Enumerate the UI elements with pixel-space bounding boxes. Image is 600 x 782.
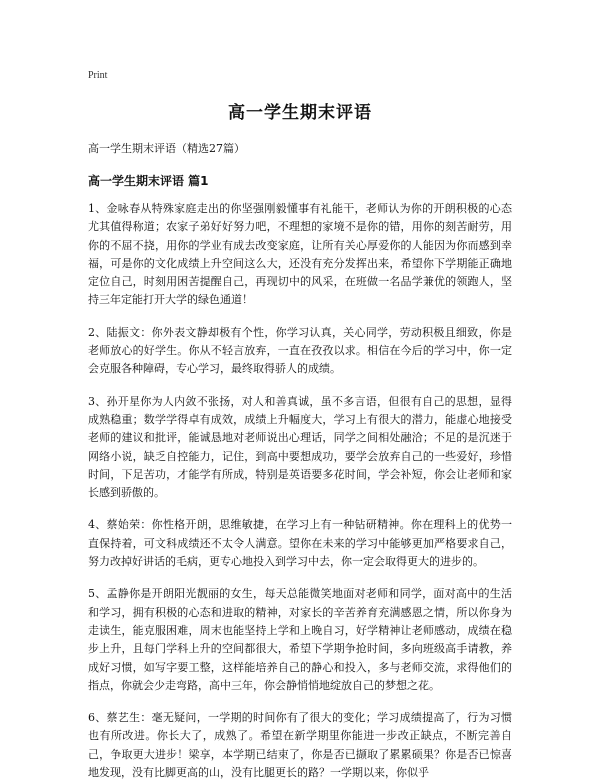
section-title: 高一学生期末评语 篇1 [88,174,209,188]
paragraph: 6、蔡艺生：毫无疑问，一学期的时间你有了很大的变化；学习成绩提高了，行为习惯也有所改进。你长大了，成熟了。希望在新学期里你能进一步改正缺点，不断完善自己，争取更大进步！梁享，本学期已结束了，你是否已撷取了累累硕果？你是否已惊喜地发现，没有比脚更高的山，没有比腿更长的路？一学期以来，你似乎 [88,711,512,780]
document-title: 高一学生期末评语 [228,103,372,123]
paragraph: 4、蔡始荣：你性格开朗，思维敏捷，在学习上有一种钻研精神。你在理科上的优势一直保持着，可文科成绩还不太令人满意。望你在未来的学习中能够更加严格要求自己，努力改掉好讲话的毛病，更专心地投入到学习中去，你一定会取得更大的进步的。 [88,518,512,569]
print-label[interactable]: Print [88,70,108,81]
paragraph: 1、金咏春从特殊家庭走出的你坚强刚毅懂事有礼能干，老师认为你的开朗积极的心态尤其值得称道；农家子弟好好努力吧，不理想的家境不是你的错，用你的刻苦耐劳，用你的不屈不挠，用你的学业有成去改变家庭，让所有关心厚爱你的人能因为你而感到幸福，可是你的文化成绩上升空间这么大，还没有充分发挥出来，希望你下学期能正确地定位自己，时刻用困苦提醒自己，再现切中的风采，在班做一名品学兼优的领跑人，坚持三年定能打开大学的绿色通道！ [88,202,512,307]
paragraph: 3、孙开星你为人内敛不张扬，对人和善真诚，虽不多言语，但很有自己的思想，显得成熟稳重；数学学得卓有成效，成绩上升幅度大，学习上有很大的潜力，能虚心地接受老师的建议和批评，能诚恳地对老师说出心理话，同学之间相处融洽；不足的是沉迷于网络小说，缺乏自控能力，记住，到高中要想成功，要学会放弃自己的一些爱好，珍惜时间，下足苦功，才能学有所成，特别是英语要多花时间，学会补短，你会让老师和家长感到骄傲的。 [88,394,512,500]
document-subtitle: 高一学生期末评语（精选27篇） [88,142,245,155]
paragraph: 2、陆振文：你外表文静却极有个性，你学习认真，关心同学，劳动积极且细致，你是老师放心的好学生。你从不轻言放弃，一直在孜孜以求。相信在今后的学习中，你一定会克服各种障碍，专心学习，最终取得骄人的成绩。 [88,325,512,376]
paragraph: 5、孟静你是开朗阳光靓丽的女生，每天总能微笑地面对老师和同学，面对高中的生活和学习，拥有积极的心态和进取的精神，对家长的辛苦养育充满感恩之情，所以你身为走读生，能克服困难，周末也能坚持上学和上晚自习，好学精神让老师感动，成绩在稳步上升，且每门学科上升的空间都很大，希望下学期争抢时间，多向班级高手请教，养成好习惯，如写字要工整，这样能培养自己的静心和投入，多与老师交流，求得他们的指点，你就会少走弯路，高中三年，你会静悄悄地绽放自己的梦想之花。 [88,587,512,692]
